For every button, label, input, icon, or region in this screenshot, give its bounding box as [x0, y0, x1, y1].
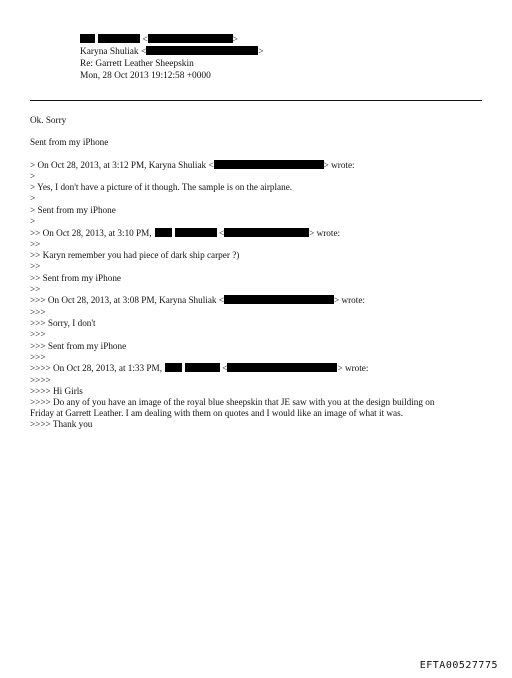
- body-line: > Yes, I don't have a picture of it though. The sample is on the airplane.: [30, 182, 293, 192]
- body-line: Ok. Sorry: [30, 115, 67, 125]
- redaction-box: [80, 34, 95, 43]
- redaction-box: [148, 34, 233, 43]
- body-line: >>>: [30, 329, 46, 339]
- body-line: >>>> Hi Girls: [30, 386, 83, 396]
- redaction-box: [98, 34, 140, 43]
- body-line: >>>: [30, 307, 46, 317]
- subject-value: Re: Garrett Leather Sheepskin: [80, 59, 194, 69]
- redaction-box: [185, 363, 220, 372]
- body-line: >>> On Oct 28, 2013, at 3:08 PM, Karyna Shuliak < > wrote:: [30, 295, 365, 305]
- body-line: >>: [30, 284, 41, 294]
- body-line: >>>> Do any of you have an image of the royal blue sheepskin that JE saw with you at the design building on: [30, 397, 435, 407]
- body-line: >: [30, 216, 36, 226]
- body-line: > Sent from my iPhone: [30, 205, 116, 215]
- redaction-box: [155, 228, 172, 237]
- body-line: >>>>: [30, 375, 51, 385]
- redaction-box: [146, 46, 258, 55]
- redaction-box: [214, 160, 324, 169]
- header-divider: [30, 100, 482, 101]
- redaction-box: [175, 228, 217, 237]
- redaction-box: [224, 228, 309, 237]
- body-line: >>>> Thank you: [30, 419, 93, 429]
- body-line: >>> Sent from my iPhone: [30, 341, 127, 351]
- from-value: < >: [80, 34, 238, 46]
- body-line: > On Oct 28, 2013, at 3:12 PM, Karyna Shuliak < > wrote:: [30, 160, 355, 170]
- to-value: Karyna Shuliak < >: [80, 47, 264, 57]
- document-id: EFTA00527775: [419, 660, 498, 671]
- body-line: >>>> On Oct 28, 2013, at 1:33 PM, < > wrote:: [30, 363, 369, 373]
- body-line: >> Sent from my iPhone: [30, 273, 122, 283]
- body-line: >: [30, 193, 36, 203]
- body-line: >>: [30, 239, 41, 249]
- date-value: Mon, 28 Oct 2013 19:12:58 +0000: [80, 71, 211, 81]
- body-line: >: [30, 171, 36, 181]
- redaction-box: [165, 363, 182, 372]
- body-line: >> Karyn remember you had piece of dark ship carper ?): [30, 250, 240, 260]
- redaction-box: [224, 295, 334, 304]
- body-line: >>: [30, 261, 41, 271]
- body-line: Friday at Garrett Leather. I am dealing with them on quotes and I would like an image of what it was.: [30, 408, 404, 418]
- body-line: >>> Sorry, I don't: [30, 318, 96, 328]
- body-line: >> On Oct 28, 2013, at 3:10 PM, < > wrote:: [30, 228, 341, 238]
- body-line: Sent from my iPhone: [30, 137, 109, 147]
- redaction-box: [227, 363, 337, 372]
- body-line: >>>: [30, 352, 46, 362]
